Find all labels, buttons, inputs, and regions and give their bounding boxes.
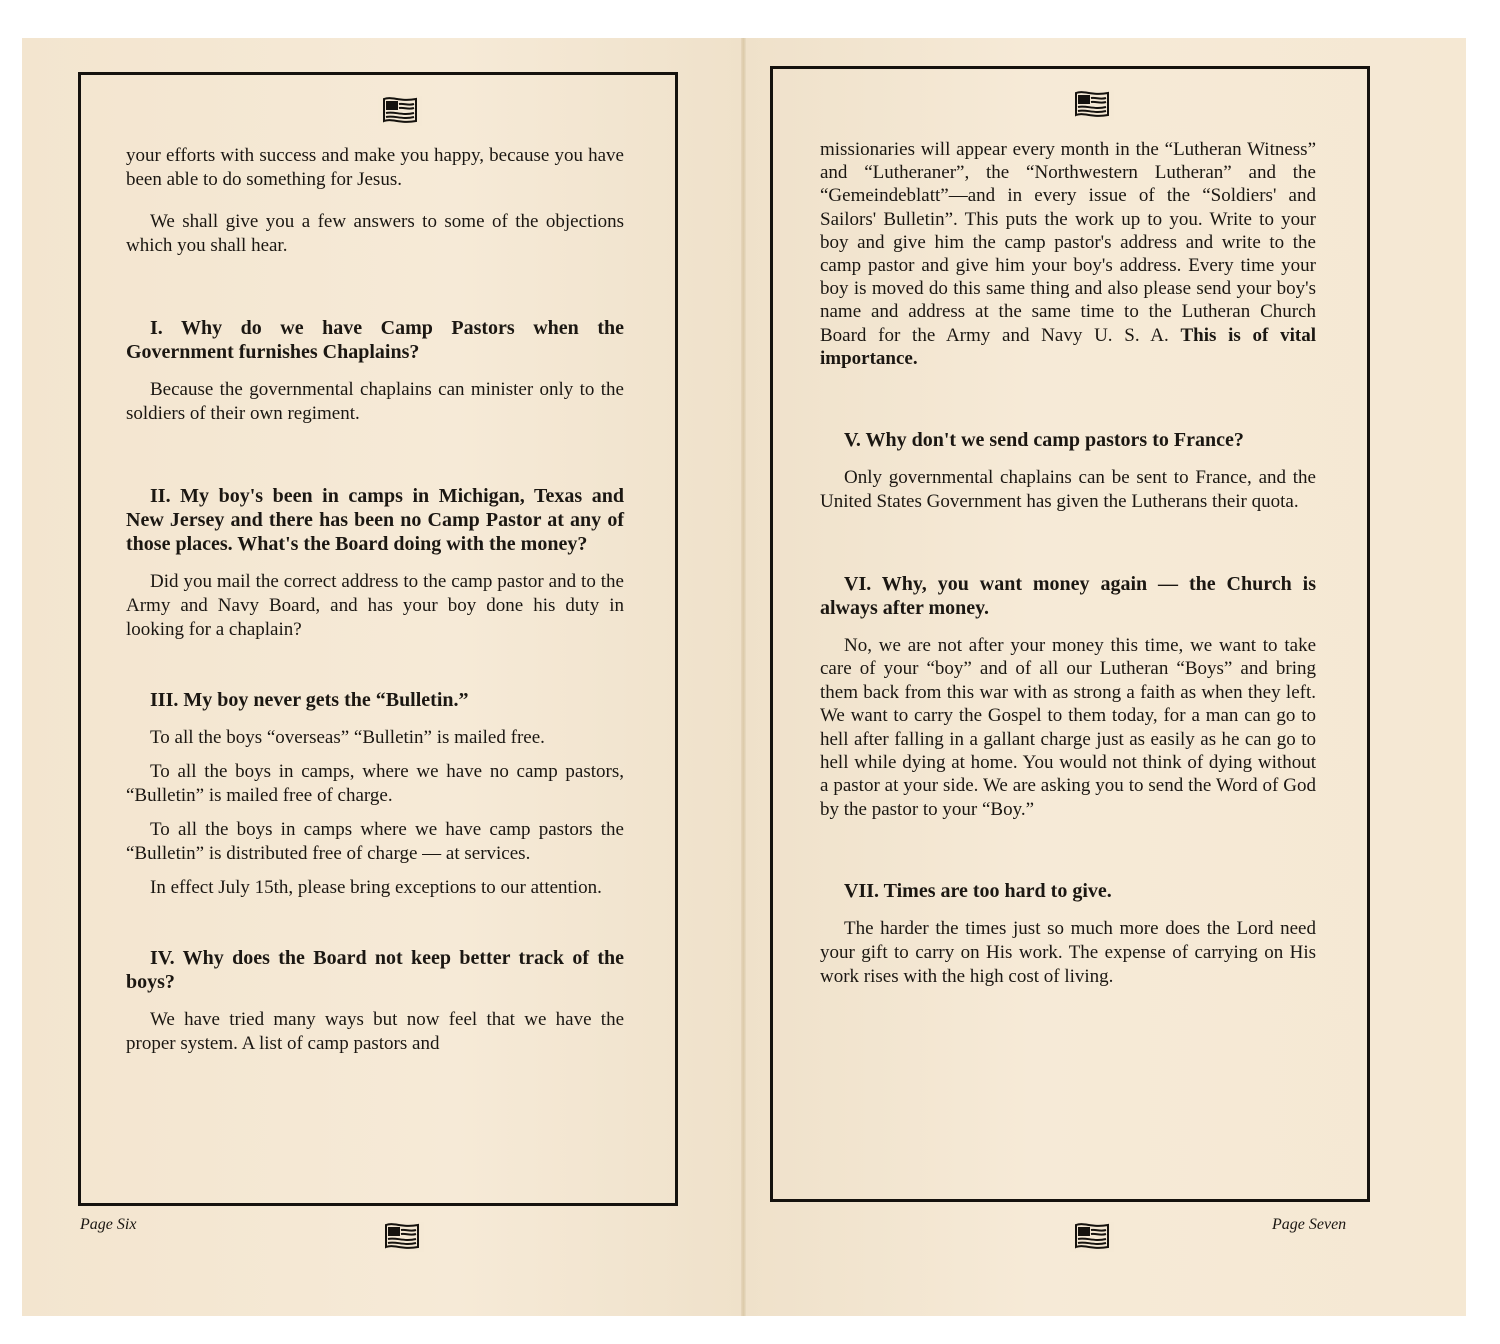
answer-paragraph: In effect July 15th, please bring exceptions to our attention.	[150, 877, 602, 898]
question-heading: III. My boy never gets the “Bulletin.”	[150, 689, 469, 711]
question-heading: I. Why do we have Camp Pastors when the Government furnishes Chaplains?	[126, 317, 624, 363]
answer-paragraph: Did you mail the correct address to the camp pastor and to the Army and Navy Board, and has your boy done his duty in looking for a chaplain?	[126, 571, 624, 640]
continuation-text: missionaries will appear every month in the “Lutheran Witness” and “Lutheraner”, the “Northwestern Lutheran” and the “Gemeindeblatt”—and in every issue of the “Soldiers' and Sailors' Bulletin”. This puts the work up to you. Write to your boy and give him the camp pastor's address and write to the camp pastor and give him your boy's address. Every time your boy is moved do this same thing and also please send your boy's name and address at the same time to the Lutheran Church Board for the Army and Navy U. S. A.	[820, 139, 1316, 346]
left-page-text	[126, 144, 624, 1074]
answer-paragraph: Because the governmental chaplains can minister only to the soldiers of their own regiment.	[126, 379, 624, 424]
paragraph: your efforts with success and make you happy, because you have been able to do something for Jesus.	[126, 145, 624, 190]
answer-paragraph: The harder the times just so much more does the Lord need your gift to carry on His work. The expense of carrying on His work rises with the high cost of living.	[820, 918, 1316, 988]
page-number: Page Seven	[1272, 1216, 1347, 1233]
flag-icon	[378, 96, 422, 126]
answer-paragraph: We have tried many ways but now feel that we have the proper system. A list of camp pastors and	[126, 1009, 624, 1054]
paragraph: We shall give you a few answers to some of the objections which you shall hear.	[126, 211, 624, 256]
right-page-text	[820, 138, 1316, 1007]
emphasis-text: This is of vital importance.	[820, 324, 1316, 369]
question-heading: IV. Why does the Board not keep better track of the boys?	[126, 947, 624, 993]
flag-icon	[380, 1222, 424, 1252]
answer-paragraph: To all the boys in camps, where we have no camp pastors, “Bulletin” is mailed free of charge.	[126, 761, 624, 806]
answer-paragraph: No, we are not after your money this time, we want to take care of your “boy” and of all our Lutheran “Boys” and bring them back from this war with as strong a faith as when they left. We want to carry the Gospel to them today, for a man can go to hell after falling in a gallant charge just as easily as he can go to hell while dying at home. You would not think of dying without a pastor at your side. We are asking you to send the Word of God by the pastor to your “Boy.”	[820, 635, 1316, 820]
question-heading: VI. Why, you want money again — the Church is always after money.	[820, 573, 1316, 620]
answer-paragraph: To all the boys “overseas” “Bulletin” is mailed free.	[150, 727, 545, 748]
answer-paragraph: Only governmental chaplains can be sent to France, and the United States Government has given the Lutherans their quota.	[820, 467, 1316, 513]
paragraph	[820, 138, 1316, 370]
question-heading: V. Why don't we send camp pastors to France?	[844, 429, 1244, 452]
page-number: Page Six	[80, 1216, 137, 1233]
question-heading: II. My boy's been in camps in Michigan, Texas and New Jersey and there has been no Camp Pastor at any of those places. What's the Board doing with the money?	[126, 485, 624, 555]
flag-icon	[1070, 1222, 1114, 1252]
question-heading: VII. Times are too hard to give.	[844, 880, 1112, 903]
flag-icon	[1070, 90, 1114, 120]
answer-paragraph: To all the boys in camps where we have camp pastors the “Bulletin” is distributed free of charge — at services.	[126, 819, 624, 864]
center-fold	[741, 38, 746, 1316]
